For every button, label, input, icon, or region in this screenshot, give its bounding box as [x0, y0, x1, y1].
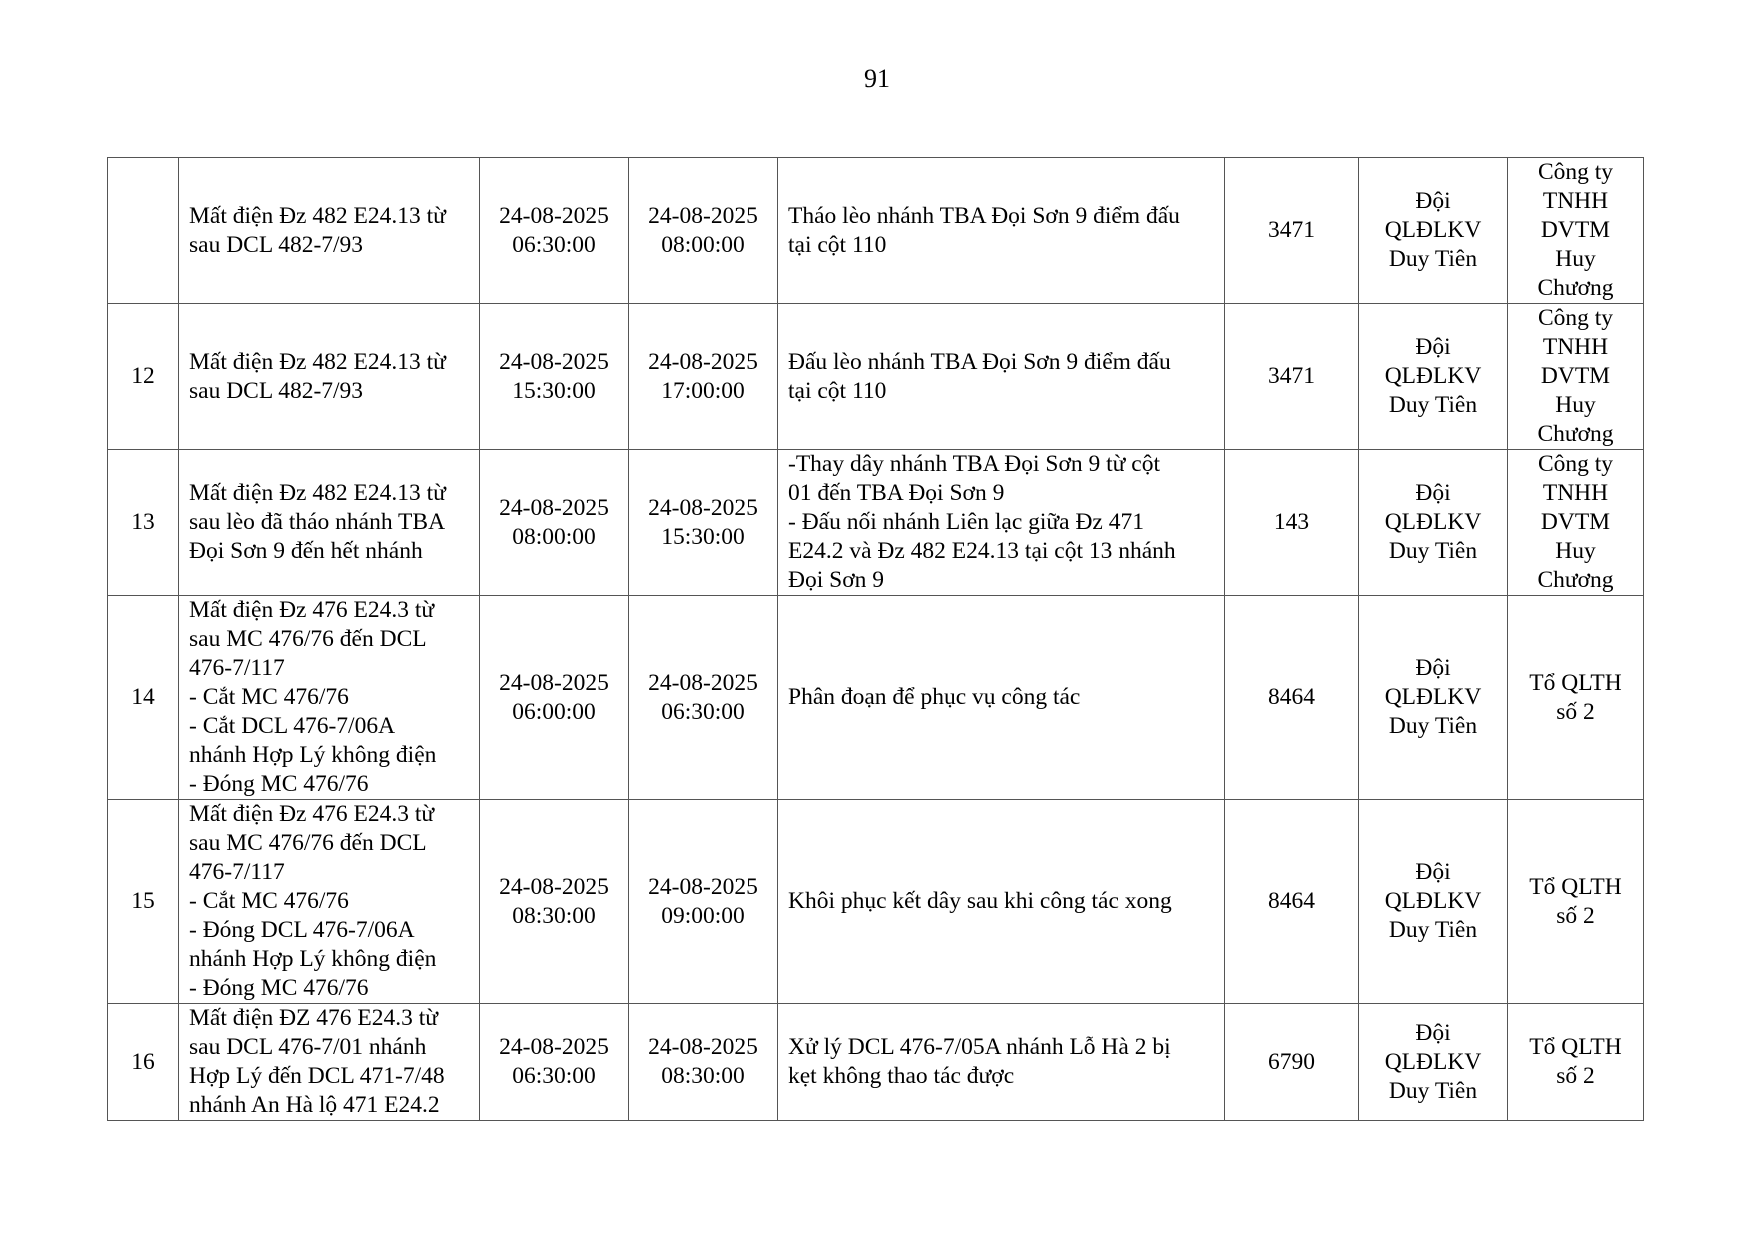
end-time-line: 24-08-2025: [648, 202, 758, 229]
executing-unit-line: số 2: [1556, 902, 1595, 929]
start-time-line: 24-08-2025: [499, 348, 609, 375]
end-time-cell: [629, 304, 778, 450]
managing-unit-line: Duy Tiên: [1388, 392, 1478, 418]
work-content-cell: [778, 800, 1225, 1004]
outage-scope-line: Mất điện Đz 482 E24.13 từ: [189, 202, 446, 229]
outage-scope-line: sau MC 476/76 đến DCL: [189, 830, 427, 856]
work-content-line: -Thay dây nhánh TBA Đọi Sơn 9 từ cột: [788, 451, 1160, 477]
executing-unit-line: Chương: [1537, 275, 1614, 301]
managing-unit-cell: [1359, 158, 1508, 304]
managing-unit-line: Duy Tiên: [1388, 246, 1478, 272]
executing-unit-cell: [1508, 304, 1644, 450]
outage-scope-line: sau lèo đã tháo nhánh TBA: [189, 509, 446, 535]
outage-scope-line: sau DCL 476-7/01 nhánh: [189, 1034, 427, 1060]
executing-unit-cell: [1508, 800, 1644, 1004]
managing-unit-line: Đội: [1415, 480, 1451, 506]
table-body: [108, 158, 1644, 1121]
end-time-cell: [629, 450, 778, 596]
row-number-text: 16: [131, 1048, 155, 1075]
outage-scope-cell: [179, 596, 480, 800]
executing-unit-line: Huy: [1555, 392, 1596, 418]
work-content-cell: [778, 450, 1225, 596]
table-row: [108, 158, 1644, 304]
end-time-cell: [629, 596, 778, 800]
row-number-text: 13: [131, 509, 155, 535]
start-time-line: 08:30:00: [512, 902, 596, 929]
executing-unit-line: Tổ QLTH: [1529, 873, 1622, 900]
executing-unit-line: DVTM: [1540, 509, 1611, 535]
end-time-cell: [629, 158, 778, 304]
managing-unit-cell: [1359, 450, 1508, 596]
row-number-text: 15: [131, 888, 155, 914]
outage-scope-cell: [179, 800, 480, 1004]
work-content-line: Xử lý DCL 476-7/05A nhánh Lỗ Hà 2 bị: [788, 1034, 1171, 1060]
executing-unit-line: Chương: [1537, 421, 1614, 447]
work-content-cell: [778, 596, 1225, 800]
executing-unit-line: số 2: [1556, 698, 1595, 725]
customer-count-cell: [1225, 596, 1359, 800]
customer-count-text: 143: [1273, 509, 1310, 535]
start-time-cell: [480, 158, 629, 304]
outage-scope-line: 476-7/117: [189, 655, 285, 681]
outage-scope-cell: [179, 158, 480, 304]
outage-scope-line: sau MC 476/76 đến DCL: [189, 626, 427, 652]
work-content-line: 01 đến TBA Đọi Sơn 9: [788, 480, 1005, 506]
end-time-line: 24-08-2025: [648, 494, 758, 521]
end-time-line: 17:00:00: [661, 377, 745, 404]
start-time-line: 06:30:00: [512, 231, 596, 258]
executing-unit-line: TNHH: [1542, 188, 1609, 214]
start-time-cell: [480, 1004, 629, 1121]
outage-scope-line: Đọi Sơn 9 đến hết nhánh: [189, 538, 423, 564]
row-number-cell: [108, 1004, 179, 1121]
row-number-cell: [108, 158, 179, 304]
start-time-line: 08:00:00: [512, 523, 596, 550]
executing-unit-cell: [1508, 1004, 1644, 1121]
work-content-line: kẹt không thao tác được: [788, 1063, 1015, 1089]
start-time-cell: [480, 304, 629, 450]
table-row: [108, 596, 1644, 800]
managing-unit-line: QLĐLKV: [1384, 684, 1482, 710]
work-content-line: Đấu lèo nhánh TBA Đọi Sơn 9 điểm đấu: [788, 348, 1171, 375]
customer-count-text: 3471: [1268, 217, 1315, 243]
executing-unit-line: DVTM: [1540, 363, 1611, 389]
start-time-line: 24-08-2025: [499, 873, 609, 900]
executing-unit-line: Công ty: [1537, 159, 1614, 185]
customer-count-text: 8464: [1268, 888, 1315, 914]
outage-scope-line: nhánh An Hà lộ 471 E24.2: [189, 1092, 440, 1118]
executing-unit-line: TNHH: [1542, 334, 1609, 360]
outage-scope-line: sau DCL 482-7/93: [189, 377, 364, 404]
work-content-line: - Đấu nối nhánh Liên lạc giữa Đz 471: [788, 509, 1144, 535]
outage-scope-line: 476-7/117: [189, 859, 285, 885]
outage-scope-line: Mất điện Đz 482 E24.13 từ: [189, 348, 446, 375]
row-number-cell: [108, 304, 179, 450]
managing-unit-cell: [1359, 596, 1508, 800]
managing-unit-line: Đội: [1415, 188, 1451, 214]
customer-count-cell: [1225, 304, 1359, 450]
work-content-line: Đọi Sơn 9: [788, 567, 884, 593]
work-content-line: Phân đoạn để phục vụ công tác: [788, 684, 1081, 710]
end-time-cell: [629, 800, 778, 1004]
start-time-line: 24-08-2025: [499, 494, 609, 521]
end-time-line: 24-08-2025: [648, 873, 758, 900]
customer-count-text: 8464: [1268, 684, 1315, 710]
customer-count-text: 3471: [1268, 363, 1315, 389]
start-time-line: 24-08-2025: [499, 202, 609, 229]
executing-unit-line: Công ty: [1537, 451, 1614, 477]
outage-scope-line: Mất điện Đz 476 E24.3 từ: [189, 597, 435, 623]
managing-unit-line: QLĐLKV: [1384, 217, 1482, 243]
end-time-line: 15:30:00: [661, 523, 745, 550]
end-time-cell: [629, 1004, 778, 1121]
managing-unit-line: Duy Tiên: [1388, 917, 1478, 943]
table-row: [108, 1004, 1644, 1121]
end-time-line: 08:30:00: [661, 1063, 745, 1089]
work-content-line: tại cột 110: [788, 377, 887, 404]
start-time-line: 24-08-2025: [499, 669, 609, 696]
row-number-text: 12: [131, 363, 155, 389]
outage-scope-line: - Cắt MC 476/76: [189, 888, 349, 914]
start-time-line: 15:30:00: [512, 377, 596, 404]
customer-count-cell: [1225, 800, 1359, 1004]
managing-unit-cell: [1359, 304, 1508, 450]
work-content-cell: [778, 304, 1225, 450]
work-content-cell: [778, 158, 1225, 304]
outage-scope-line: nhánh Hợp Lý không điện: [189, 946, 437, 972]
end-time-line: 09:00:00: [661, 902, 745, 929]
end-time-line: 24-08-2025: [648, 1034, 758, 1060]
page-number: 91: [864, 64, 890, 93]
executing-unit-line: DVTM: [1540, 217, 1611, 243]
managing-unit-line: Đội: [1415, 859, 1451, 885]
start-time-cell: [480, 450, 629, 596]
outage-scope-line: - Đóng MC 476/76: [189, 771, 369, 797]
managing-unit-line: Duy Tiên: [1388, 1077, 1478, 1104]
managing-unit-line: QLĐLKV: [1384, 888, 1482, 914]
executing-unit-cell: [1508, 596, 1644, 800]
managing-unit-line: Duy Tiên: [1388, 713, 1478, 739]
end-time-line: 24-08-2025: [648, 348, 758, 375]
executing-unit-line: Huy: [1555, 538, 1596, 564]
start-time-cell: [480, 596, 629, 800]
managing-unit-cell: [1359, 800, 1508, 1004]
managing-unit-cell: [1359, 1004, 1508, 1121]
work-content-line: Tháo lèo nhánh TBA Đọi Sơn 9 điểm đấu: [788, 202, 1180, 229]
start-time-cell: [480, 800, 629, 1004]
customer-count-cell: [1225, 450, 1359, 596]
end-time-line: 24-08-2025: [648, 669, 758, 696]
outage-scope-line: - Cắt MC 476/76: [189, 684, 349, 710]
outage-schedule-table: [107, 157, 1644, 1121]
outage-scope-cell: [179, 450, 480, 596]
table-row: [108, 450, 1644, 596]
managing-unit-line: QLĐLKV: [1384, 1048, 1482, 1075]
row-number-cell: [108, 800, 179, 1004]
executing-unit-line: số 2: [1556, 1063, 1595, 1089]
customer-count-cell: [1225, 158, 1359, 304]
outage-scope-cell: [179, 304, 480, 450]
outage-scope-cell: [179, 1004, 480, 1121]
table-row: [108, 304, 1644, 450]
work-content-line: Khôi phục kết dây sau khi công tác xong: [788, 888, 1172, 914]
customer-count-cell: [1225, 1004, 1359, 1121]
executing-unit-line: Huy: [1555, 246, 1596, 272]
work-content-cell: [778, 1004, 1225, 1121]
executing-unit-cell: [1508, 450, 1644, 596]
outage-scope-line: Hợp Lý đến DCL 471-7/48: [189, 1063, 445, 1089]
table-row: [108, 800, 1644, 1004]
executing-unit-line: Công ty: [1537, 305, 1614, 331]
outage-scope-line: Mất điện ĐZ 476 E24.3 từ: [189, 1005, 439, 1031]
outage-scope-line: sau DCL 482-7/93: [189, 231, 364, 258]
outage-scope-line: - Đóng DCL 476-7/06A: [189, 917, 415, 943]
start-time-line: 06:00:00: [512, 698, 596, 725]
executing-unit-line: Tổ QLTH: [1529, 1034, 1622, 1060]
row-number-cell: [108, 450, 179, 596]
customer-count-text: 6790: [1268, 1048, 1315, 1075]
executing-unit-cell: [1508, 158, 1644, 304]
executing-unit-line: Tổ QLTH: [1529, 669, 1622, 696]
work-content-line: tại cột 110: [788, 231, 887, 258]
managing-unit-line: QLĐLKV: [1384, 509, 1482, 535]
work-content-line: E24.2 và Đz 482 E24.13 tại cột 13 nhánh: [788, 538, 1176, 564]
managing-unit-line: Đội: [1415, 334, 1451, 360]
outage-scope-line: Mất điện Đz 476 E24.3 từ: [189, 801, 435, 827]
managing-unit-line: QLĐLKV: [1384, 363, 1482, 389]
outage-scope-line: nhánh Hợp Lý không điện: [189, 742, 437, 768]
start-time-line: 24-08-2025: [499, 1034, 609, 1060]
managing-unit-line: Đội: [1415, 655, 1451, 681]
outage-scope-line: - Đóng MC 476/76: [189, 975, 369, 1001]
executing-unit-line: Chương: [1537, 567, 1614, 593]
start-time-line: 06:30:00: [512, 1063, 596, 1089]
outage-scope-line: Mất điện Đz 482 E24.13 từ: [189, 480, 446, 506]
end-time-line: 08:00:00: [661, 231, 745, 258]
outage-scope-line: - Cắt DCL 476-7/06A: [189, 713, 396, 739]
executing-unit-line: TNHH: [1542, 480, 1609, 506]
managing-unit-line: Đội: [1415, 1019, 1451, 1046]
row-number-cell: [108, 596, 179, 800]
managing-unit-line: Duy Tiên: [1388, 538, 1478, 564]
end-time-line: 06:30:00: [661, 698, 745, 725]
row-number-text: 14: [131, 684, 155, 710]
